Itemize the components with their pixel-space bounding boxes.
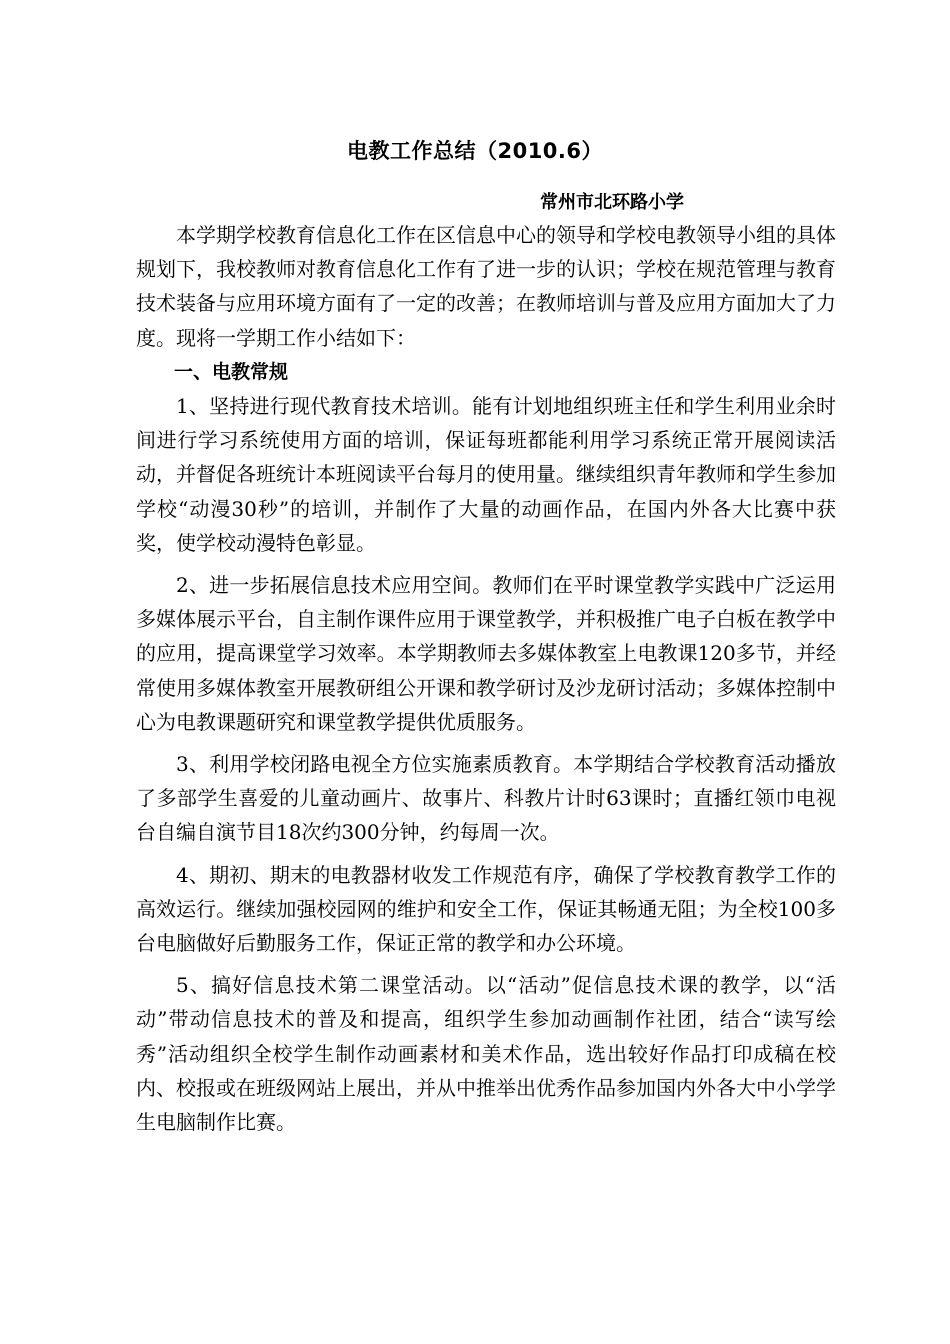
paragraph-3: 3、利用学校闭路电视全方位实施素质教育。本学期结合学校教育活动播放了多部学生喜爱的儿童动画片、故事片、科教片计时63课时；直播红领巾电视台自编自演节目18次约300分钟，约每周一次。 bbox=[136, 752, 836, 845]
paragraph-2: 2、进一步拓展信息技术应用空间。教师们在平时课堂教学实践中广泛运用多媒体展示平台，自主制作课件应用于课堂教学，并积极推广电子白板在教学中的应用，提高课堂学习效率。本学期教师去多媒体教室上电教课120多节，并经常使用多媒体教室开展教研组公开课和教学研讨及沙龙研讨活动；多媒体控制中心为电教课题研究和课堂教学提供优质服务。 bbox=[136, 573, 836, 734]
school-name: 常州市北环路小学 bbox=[540, 192, 684, 213]
document-body bbox=[136, 218, 836, 1139]
document-title: 电教工作总结（2010.6） bbox=[346, 139, 604, 163]
paragraph-1: 1、坚持进行现代教育技术培训。能有计划地组织班主任和学生利用业余时间进行学习系统使用方面的培训，保证每班都能利用学习系统正常开展阅读活动，并督促各班统计本班阅读平台每月的使用量。继续组织青年教师和学生参加学校“动漫30秒”的培训，并制作了大量的动画作品，在国内外各大比赛中获奖，使学校动漫特色彰显。 bbox=[136, 394, 836, 555]
paragraph-4: 4、期初、期末的电教器材收发工作规范有序，确保了学校教育教学工作的高效运行。继续加强校园网的维护和安全工作，保证其畅通无阻；为全校100多台电脑做好后勤服务工作，保证正常的教学和办公环境。 bbox=[136, 862, 836, 956]
paragraph-5: 5、搞好信息技术第二课堂活动。以“活动”促信息技术课的教学，以“活动”带动信息技术的普及和提高，组织学生参加动画制作社团，结合“读写绘秀”活动组织全校学生制作动画素材和美术作品，选出较好作品打印成稿在校内、校报或在班级网站上展出，并从中推举出优秀作品参加国内外各大中小学学生电脑制作比赛。 bbox=[136, 973, 836, 1135]
intro-paragraph: 本学期学校教育信息化工作在区信息中心的领导和学校电教领导小组的具体规划下，我校教师对教育信息化工作有了进一步的认识；学校在规范管理与教育技术装备与应用环境方面有了一定的改善；在教师培训与普及应用方面加大了力度。现将一学期工作小结如下： bbox=[136, 223, 836, 350]
section-heading: 一、电教常规 bbox=[174, 360, 289, 383]
